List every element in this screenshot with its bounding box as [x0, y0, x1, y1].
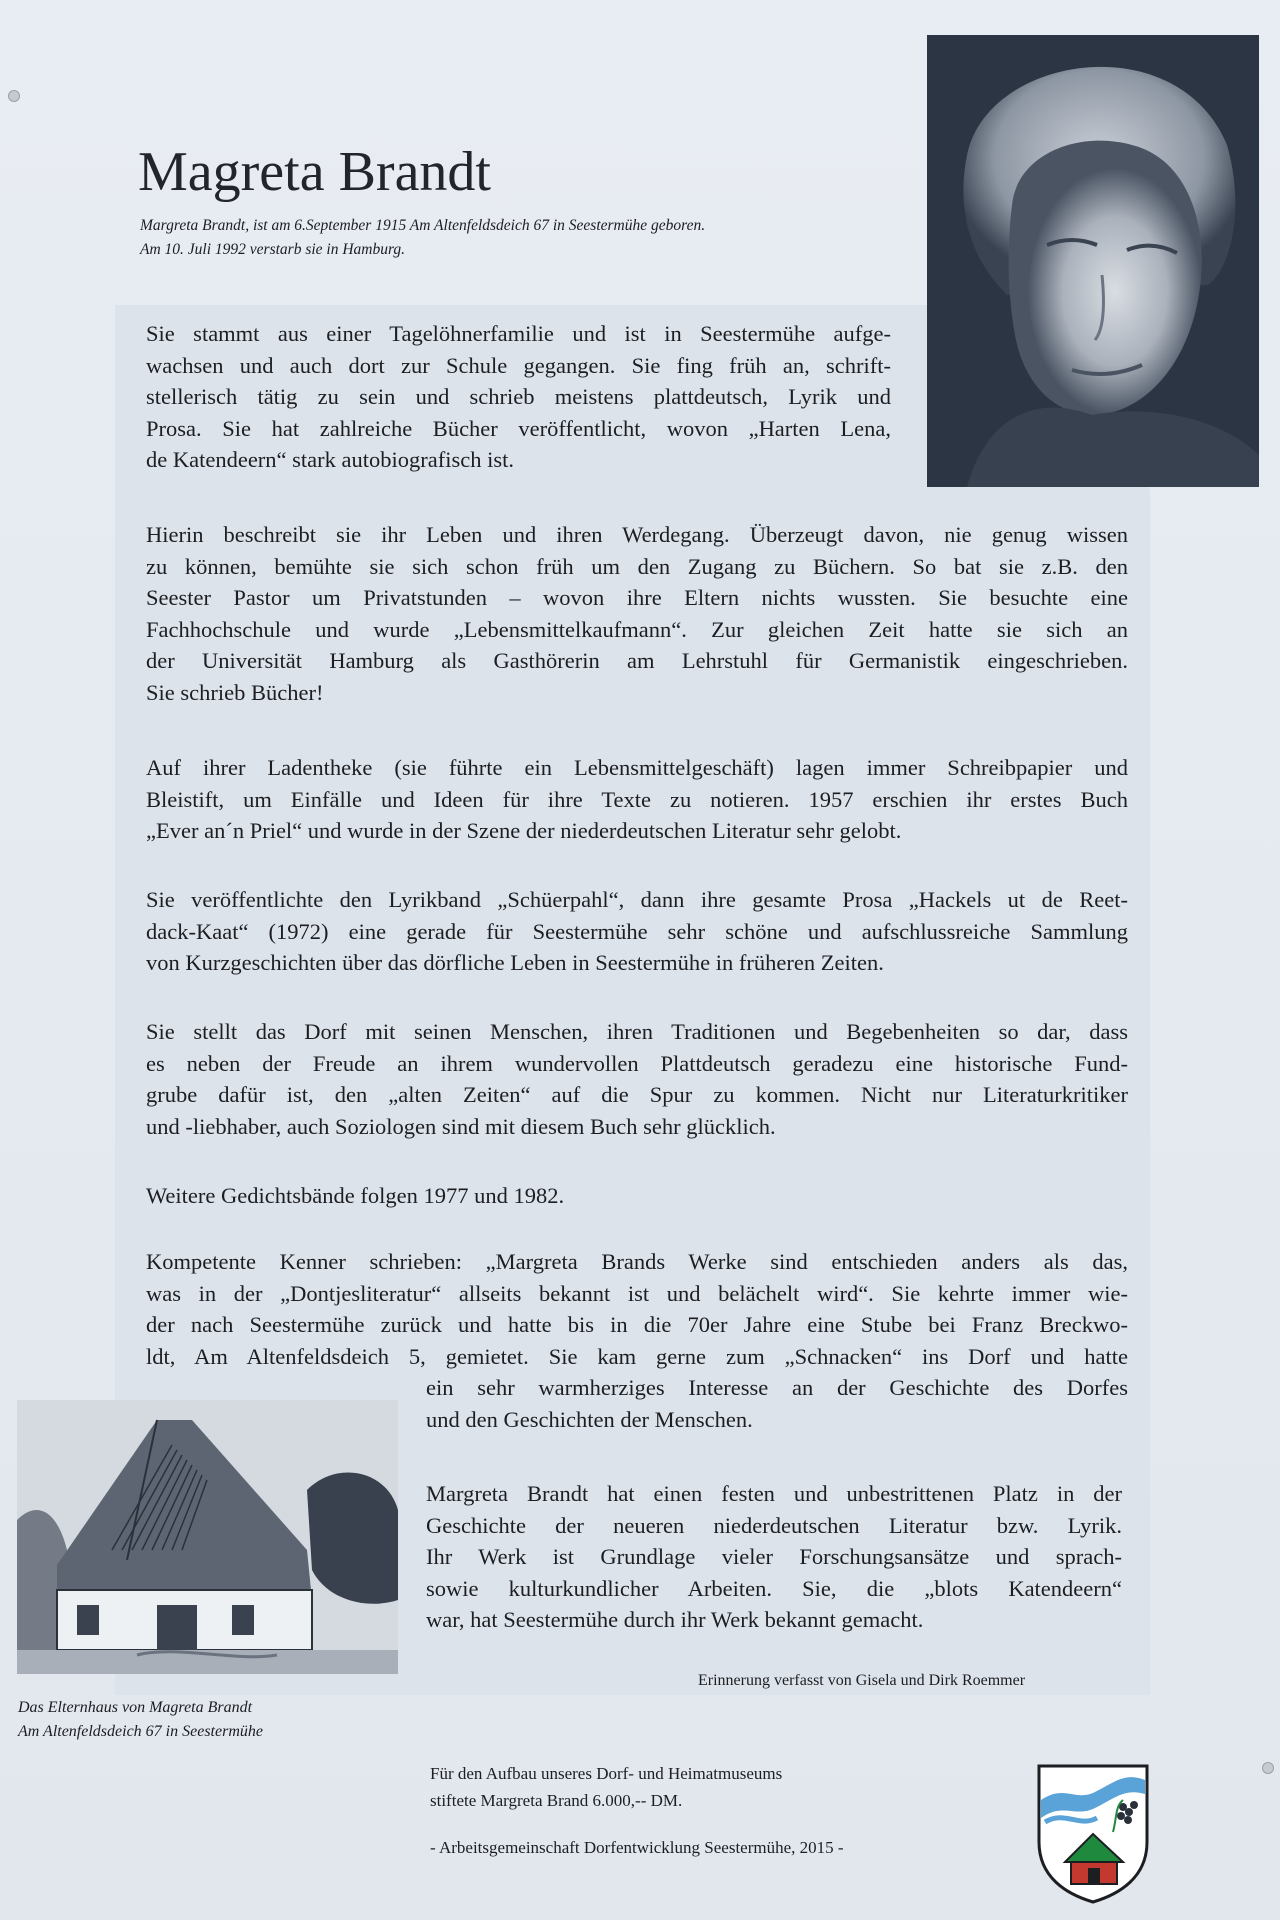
- text-line: und -liebhaber, auch Soziologen sind mit diesem Buch sehr glücklich.: [146, 1113, 776, 1139]
- subtitle-line: Am 10. Juli 1992 verstarb sie in Hamburg.: [140, 241, 406, 258]
- text-line: wachsen und auch dort zur Schule gegangen. Sie fing früh an, schrift-: [146, 352, 891, 378]
- text-line: ldt, Am Altenfeldsdeich 5, gemietet. Sie kam gerne zum „Schnacken“ ins Dorf und hatte: [146, 1343, 1128, 1369]
- subtitle: [140, 214, 920, 262]
- paragraph: [146, 752, 1128, 847]
- paragraph: [426, 1478, 1122, 1636]
- text-line: Sie stellt das Dorf mit seinen Menschen, ihren Traditionen und Begebenheiten so dar, dass: [146, 1019, 1128, 1044]
- text-line: Seester Pastor um Privatstunden – wovon ihre Eltern nichts wussten. Sie besuchte eine: [146, 585, 1128, 610]
- portrait-photo: [927, 35, 1259, 487]
- coat-of-arms-icon: [1035, 1762, 1151, 1904]
- text-line: Weitere Gedichtsbände folgen 1977 und 1982.: [146, 1183, 565, 1208]
- sketch-caption: [18, 1696, 263, 1744]
- text-line: Margreta Brandt hat einen festen und unbestrittenen Platz in der: [426, 1481, 1122, 1506]
- donation-line: Für den Aufbau unseres Dorf- und Heimatmuseums: [430, 1764, 783, 1783]
- paragraph: [146, 519, 1128, 708]
- text-line: Sie schrieb Bücher!: [146, 679, 324, 705]
- donation-line: stiftete Margreta Brand 6.000,-- DM.: [430, 1791, 683, 1810]
- text-line: Fachhochschule und wurde „Lebensmittelkaufmann“. Zur gleichen Zeit hatte sie sich an: [146, 616, 1128, 642]
- text-line: dack-Kaat“ (1972) eine gerade für Seestermühe sehr schöne und aufschlussreiche Sammlung: [146, 918, 1128, 944]
- text-line: der nach Seestermühe zurück und hatte bis in die 70er Jahre eine Stube bei Franz Breckwo-: [146, 1312, 1128, 1337]
- text-line: ein sehr warmherziges Interesse an der Geschichte des Dorfes: [426, 1375, 1128, 1400]
- paragraph: [146, 1246, 1128, 1372]
- paragraph: [146, 318, 891, 476]
- text-line: Kompetente Kenner schrieben: „Margreta Brands Werke sind entschieden anders als das,: [146, 1249, 1128, 1274]
- text-line: es neben der Freude an ihrem wundervollen Plattdeutsch geradezu eine historische Fund-: [146, 1050, 1128, 1076]
- subtitle-line: Margreta Brandt, ist am 6.September 1915 Am Altenfeldsdeich 67 in Seestermühe geboren.: [140, 217, 706, 234]
- caption-line: Das Elternhaus von Magreta Brandt: [18, 1699, 253, 1716]
- text-line: „Ever an´n Priel“ und wurde in der Szene der niederdeutschen Literatur sehr gelobt.: [146, 818, 902, 843]
- text-line: war, hat Seestermühe durch ihr Werk bekannt gemacht.: [426, 1607, 924, 1632]
- mounting-screw: [1262, 1762, 1274, 1774]
- text-line: Sie stammt aus einer Tagelöhnerfamilie und ist in Seestermühe aufge-: [146, 321, 891, 346]
- paragraph: [146, 1016, 1128, 1142]
- signature: - Arbeitsgemeinschaft Dorfentwicklung Seestermühe, 2015 -: [430, 1838, 844, 1857]
- text-line: Ihr Werk ist Grundlage vieler Forschungsansätze und sprach-: [426, 1544, 1122, 1569]
- text-line: was in der „Dontjesliteratur“ allseits bekannt ist und belächelt wird“. Sie kehrte immer wie-: [146, 1280, 1128, 1306]
- caption-line: Am Altenfeldsdeich 67 in Seestermühe: [18, 1723, 263, 1740]
- mounting-screw: [8, 90, 20, 102]
- donation-note: [430, 1760, 782, 1814]
- paragraph: [146, 1180, 1128, 1212]
- text-line: Sie veröffentlichte den Lyrikband „Schüerpahl“, dann ihre gesamte Prosa „Hackels ut de Reet-: [146, 887, 1128, 912]
- text-line: Hierin beschreibt sie ihr Leben und ihren Werdegang. Überzeugt davon, nie genug wissen: [146, 522, 1128, 547]
- text-line: von Kurzgeschichten über das dörfliche Leben in Seestermühe in früheren Zeiten.: [146, 950, 884, 975]
- text-line: und den Geschichten der Menschen.: [426, 1406, 753, 1432]
- paragraph: [426, 1372, 1128, 1435]
- text-line: de Katendeern“ stark autobiografisch ist.: [146, 447, 514, 472]
- paragraph: [146, 884, 1128, 979]
- text-line: Geschichte der neueren niederdeutschen Literatur bzw. Lyrik.: [426, 1512, 1122, 1538]
- house-sketch-image: [17, 1400, 398, 1674]
- text-line: zu können, bemühte sie sich schon früh um den Zugang zu Büchern. So bat sie z.B. den: [146, 553, 1128, 579]
- author-credit: Erinnerung verfasst von Gisela und Dirk Roemmer: [698, 1672, 1026, 1689]
- text-line: der Universität Hamburg als Gasthörerin am Lehrstuhl für Germanistik eingeschrieben.: [146, 648, 1128, 673]
- page-title: Magreta Brandt: [138, 141, 491, 203]
- text-line: Auf ihrer Ladentheke (sie führte ein Lebensmittelgeschäft) lagen immer Schreibpapier und: [146, 755, 1128, 780]
- text-line: sowie kulturkundlicher Arbeiten. Sie, die „blots Katendeern“: [426, 1575, 1122, 1601]
- text-line: Bleistift, um Einfälle und Ideen für ihre Texte zu notieren. 1957 erschien ihr erstes Buch: [146, 786, 1128, 812]
- text-line: stellerisch tätig zu sein und schrieb meistens plattdeutsch, Lyrik und: [146, 384, 891, 409]
- text-line: grube dafür ist, den „alten Zeiten“ auf die Spur zu kommen. Nicht nur Literaturkritiker: [146, 1082, 1128, 1107]
- text-line: Prosa. Sie hat zahlreiche Bücher veröffentlicht, wovon „Harten Lena,: [146, 415, 891, 441]
